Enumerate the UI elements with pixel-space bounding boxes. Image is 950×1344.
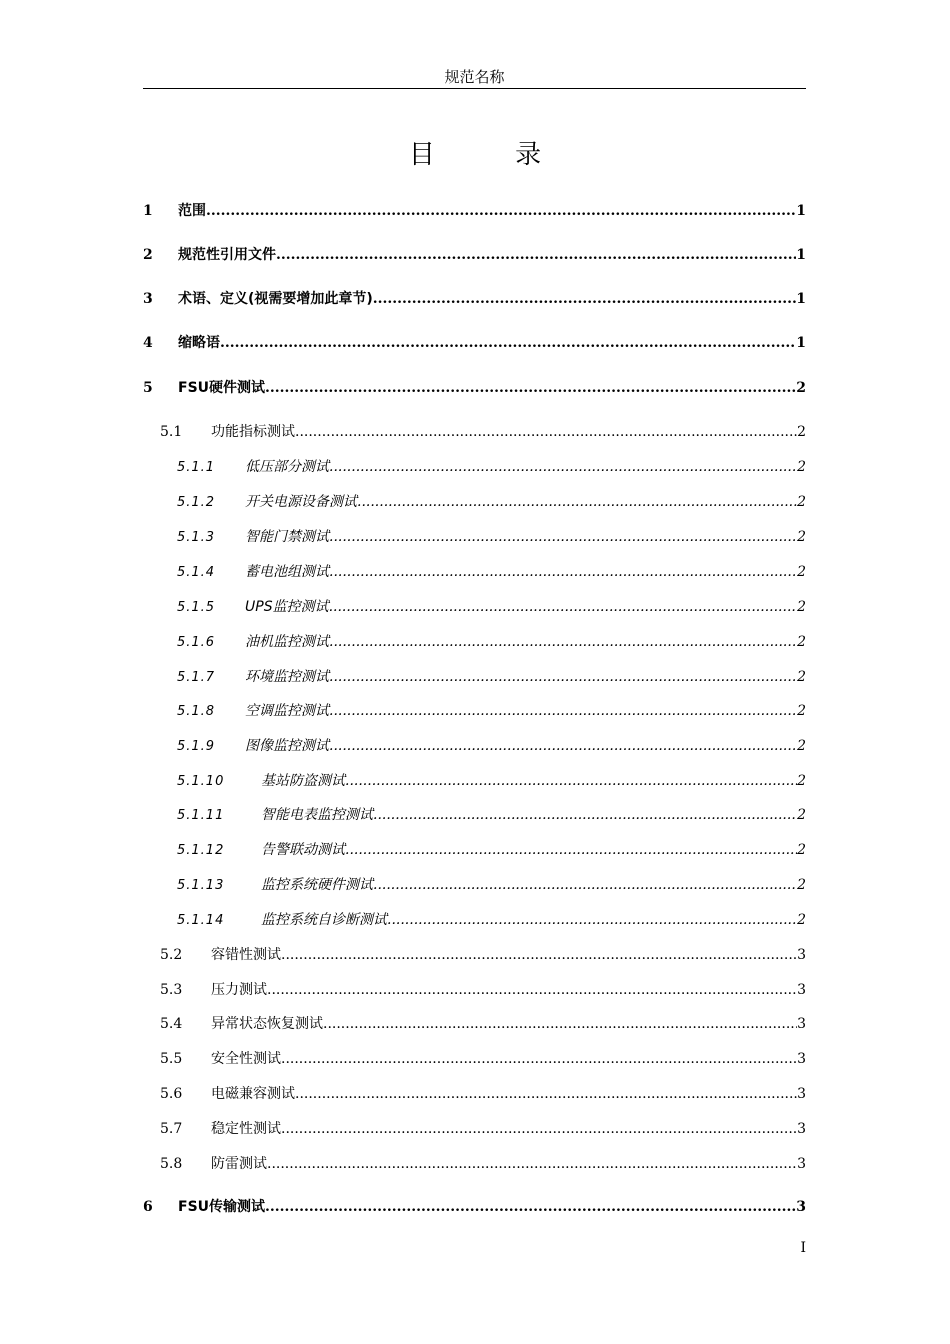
toc-leader-dots	[329, 599, 798, 615]
toc-entry-number: 5.5	[160, 1051, 183, 1067]
toc-leader-dots	[267, 1156, 797, 1172]
toc-entry[interactable]	[160, 1083, 806, 1105]
toc-entry-page: 3	[796, 1199, 806, 1215]
toc-entry-number: 5.1.8	[177, 704, 216, 719]
toc-entry-title: UPS监控测试	[245, 599, 329, 615]
toc-entry-number: 5.1	[160, 424, 183, 440]
toc-leader-dots	[329, 459, 797, 475]
toc-leader-dots	[357, 494, 797, 510]
toc-entry-number: 5.2	[160, 947, 183, 963]
toc-entry[interactable]	[143, 332, 806, 354]
toc-entry-number: 5	[143, 380, 153, 396]
toc-entry[interactable]	[143, 377, 806, 399]
toc-entry[interactable]	[177, 666, 806, 688]
toc-entry[interactable]	[177, 735, 806, 757]
toc-leader-dots	[276, 247, 796, 263]
toc-entry-page: 1	[796, 335, 806, 351]
toc-entry-page: 1	[796, 291, 806, 307]
toc-entry-page: 2	[797, 459, 806, 475]
toc-entry-title: 监控系统硬件测试	[261, 877, 373, 893]
toc-leader-dots	[295, 1086, 797, 1102]
toc-entry[interactable]	[160, 944, 806, 966]
toc-entry-number: 5.1.7	[177, 670, 216, 685]
toc-entry-page: 3	[797, 1121, 806, 1137]
footer-page-number: I	[800, 1240, 806, 1256]
toc-entry[interactable]	[160, 1153, 806, 1175]
toc-entry-title: 稳定性测试	[211, 1121, 281, 1137]
toc-heading: 目 录	[408, 140, 578, 170]
toc-entry-page: 3	[797, 1016, 806, 1032]
toc-entry-title: 缩略语	[178, 335, 220, 351]
toc-entry[interactable]	[177, 839, 806, 861]
toc-entry-number: 5.4	[160, 1016, 183, 1032]
toc-entry[interactable]	[177, 874, 806, 896]
toc-entry-title: 低压部分测试	[245, 459, 329, 475]
toc-entry[interactable]	[160, 1013, 806, 1035]
toc-entry-page: 2	[797, 599, 806, 615]
toc-entry-number: 5.1.4	[177, 565, 216, 580]
toc-entry-number: 1	[143, 203, 153, 219]
toc-entry-number: 6	[143, 1199, 153, 1215]
toc-entry[interactable]	[143, 1196, 806, 1218]
toc-entry-title: 防雷测试	[211, 1156, 267, 1172]
toc-leader-dots	[281, 1051, 797, 1067]
toc-entry-page: 2	[797, 807, 806, 823]
toc-entry-title: 油机监控测试	[245, 634, 329, 650]
toc-entry[interactable]	[143, 244, 806, 266]
toc-entry-title: 电磁兼容测试	[211, 1086, 295, 1102]
toc-entry-number: 5.1.2	[177, 495, 216, 510]
toc-entry-page: 2	[797, 564, 806, 580]
toc-entry-title: 开关电源设备测试	[245, 494, 357, 510]
toc-entry[interactable]	[177, 770, 806, 792]
toc-entry-title: 基站防盗测试	[261, 773, 345, 789]
toc-entry-page: 3	[797, 1086, 806, 1102]
toc-entry-title: 安全性测试	[211, 1051, 281, 1067]
toc-entry-number: 5.7	[160, 1121, 183, 1137]
toc-leader-dots	[387, 912, 797, 928]
toc-entry-number: 5.1.13	[177, 878, 225, 893]
toc-entry-title: 异常状态恢复测试	[211, 1016, 323, 1032]
toc-entry-title: 规范性引用文件	[178, 247, 276, 263]
toc-leader-dots	[220, 335, 796, 351]
toc-entry[interactable]	[177, 631, 806, 653]
toc-entry-page: 2	[797, 529, 806, 545]
toc-leader-dots	[329, 634, 797, 650]
toc-leader-dots	[265, 1199, 796, 1215]
toc-entry[interactable]	[177, 561, 806, 583]
toc-entry-page: 2	[797, 634, 806, 650]
toc-entry-title: 图像监控测试	[245, 738, 329, 754]
toc-entry[interactable]	[177, 909, 806, 931]
toc-entry[interactable]	[160, 1118, 806, 1140]
toc-entry-title: 范围	[178, 203, 206, 219]
toc-leader-dots	[345, 842, 797, 858]
toc-entry-title: 蓄电池组测试	[245, 564, 329, 580]
toc-leader-dots	[345, 773, 797, 789]
toc-leader-dots	[281, 1121, 797, 1137]
toc-entry-page: 2	[797, 424, 806, 440]
toc-leader-dots	[373, 877, 797, 893]
toc-leader-dots	[281, 947, 797, 963]
toc-entry[interactable]	[177, 596, 806, 618]
toc-entry-title: 术语、定义(视需要增加此章节)	[178, 291, 373, 307]
toc-entry-title: 功能指标测试	[211, 424, 295, 440]
toc-entry[interactable]	[177, 491, 806, 513]
toc-entry-title: 环境监控测试	[245, 669, 329, 685]
toc-leader-dots	[206, 203, 796, 219]
toc-entry-page: 2	[797, 669, 806, 685]
toc-leader-dots	[323, 1016, 797, 1032]
toc-entry-page: 2	[797, 842, 806, 858]
toc-entry[interactable]	[143, 200, 806, 222]
toc-entry[interactable]	[143, 288, 806, 310]
toc-leader-dots	[373, 291, 796, 307]
toc-entry-title: FSU传输测试	[178, 1199, 266, 1215]
toc-entry-page: 2	[797, 738, 806, 754]
toc-leader-dots	[295, 424, 797, 440]
page-header	[143, 66, 806, 89]
toc-entry-number: 5.1.5	[177, 600, 216, 615]
toc-entry-title: 监控系统自诊断测试	[261, 912, 387, 928]
toc-entry[interactable]	[177, 456, 806, 478]
toc-entry-title: 空调监控测试	[245, 703, 329, 719]
toc-entry-title: 告警联动测试	[261, 842, 345, 858]
toc-entry[interactable]	[160, 421, 806, 443]
toc-entry[interactable]	[160, 1048, 806, 1070]
toc-entry-page: 3	[797, 982, 806, 998]
header-title: 规范名称	[444, 68, 505, 86]
toc-entry-number: 5.1.9	[177, 739, 216, 754]
toc-leader-dots	[329, 703, 797, 719]
toc-entry-page: 1	[796, 247, 806, 263]
toc-entry-title: 智能门禁测试	[245, 529, 329, 545]
toc-entry-number: 5.1.1	[177, 460, 216, 475]
toc-entry-number: 5.6	[160, 1086, 183, 1102]
toc-entry-number: 3	[143, 291, 153, 307]
toc-entry-page: 2	[797, 912, 806, 928]
toc-entry-number: 5.1.6	[177, 635, 216, 650]
toc-leader-dots	[265, 380, 796, 396]
toc-entry-number: 5.1.12	[177, 843, 225, 858]
toc-entry-number: 5.1.10	[177, 774, 225, 789]
toc-entry[interactable]	[177, 526, 806, 548]
toc-entry[interactable]	[177, 804, 806, 826]
toc-leader-dots	[329, 738, 797, 754]
toc-entry-title: 智能电表监控测试	[261, 807, 373, 823]
toc-entry-page: 3	[797, 947, 806, 963]
toc-leader-dots	[373, 807, 797, 823]
toc-entry-page: 1	[796, 203, 806, 219]
toc-entry-page: 3	[797, 1051, 806, 1067]
toc-leader-dots	[267, 982, 797, 998]
toc-entry-page: 2	[797, 773, 806, 789]
toc-entry-number: 5.1.11	[177, 808, 225, 823]
toc-leader-dots	[329, 529, 797, 545]
toc-entry-page: 2	[796, 380, 806, 396]
toc-leader-dots	[329, 669, 797, 685]
toc-entry-title: 容错性测试	[211, 947, 281, 963]
toc-entry[interactable]	[177, 700, 806, 722]
toc-entry-page: 3	[797, 1156, 806, 1172]
toc-entry-number: 5.8	[160, 1156, 183, 1172]
toc-leader-dots	[329, 564, 797, 580]
toc-entry-number: 2	[143, 247, 153, 263]
toc-entry-page: 2	[797, 494, 806, 510]
toc-entry-page: 2	[797, 703, 806, 719]
toc-entry-number: 5.1.14	[177, 913, 225, 928]
toc-entry[interactable]	[160, 979, 806, 1001]
toc-entry-title: FSU硬件测试	[178, 380, 266, 396]
toc-entry-title: 压力测试	[211, 982, 267, 998]
toc-entry-number: 5.1.3	[177, 530, 216, 545]
toc-entry-number: 5.3	[160, 982, 183, 998]
toc-entry-page: 2	[797, 877, 806, 893]
toc-entry-number: 4	[143, 335, 153, 351]
